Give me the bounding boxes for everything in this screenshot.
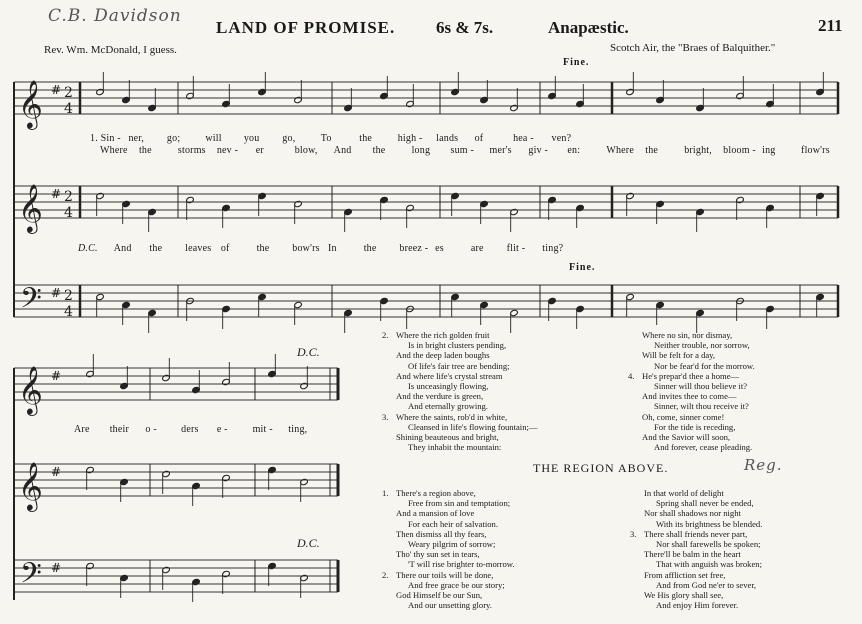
time-sig-bottom: 4 [64,101,73,117]
verse-line [630,590,762,600]
lyric-syllable: mer's [489,145,512,156]
verse-text: With its brightness be blended. [656,518,763,529]
key-signature-sharp: # [51,286,62,300]
verse-text: And the Savior will soon, [642,432,731,443]
verse-line [382,519,515,529]
verse-text: They inhabit the mountain: [408,442,502,453]
lyric-syllable: leaves [185,243,212,254]
lyric-syllable: the [256,243,270,254]
verse-number: 3. [630,528,637,539]
verse-line [382,330,537,340]
lyric-syllable: 1. Sin - [90,133,121,144]
verse-line [382,401,537,411]
lyric-syllable: will [205,133,222,144]
verse-line [382,488,515,498]
verse-line [630,508,762,518]
verse-line [628,361,755,371]
verse-text: Sinner, wilt thou receive it? [654,401,749,412]
verse-text: And the deep laden boughs [396,350,490,361]
verse-text: Is unceasingly flowing, [408,381,489,392]
verse-line [628,401,755,411]
lyric-syllable: you [243,133,260,144]
verse-line [382,432,537,442]
verse-line [630,519,762,529]
time-sig-top: 2 [64,189,73,205]
verse-text: There's a region above, [396,488,476,498]
lyric-syllable: the [645,145,659,156]
verse-text: Shining beauteous and bright, [396,432,499,443]
handwritten-annotation: Reg. [744,456,783,474]
verse-number: 3. [382,411,389,422]
verse-column-2 [628,330,755,452]
page-number: 211 [818,16,843,35]
lyric-syllable: ting? [542,243,564,254]
verse-line [630,600,762,610]
lyric-syllable: Where [606,145,634,156]
lyric-syllable: Where [100,145,128,156]
lyric-syllable: of [474,133,484,144]
lyric-syllable: flow'rs [801,145,830,156]
verse-text: And forever, cease pleading. [654,442,753,453]
lyric-syllable: blow, [294,145,318,156]
key-signature-sharp: # [51,465,62,479]
lyric-syllable: high - [397,133,423,144]
lyric-syllable: of [220,243,230,254]
metric-label: Anapæstic. [548,18,629,37]
hymn-title: LAND OF PROMISE. [216,18,396,37]
verse-text: God Himself be our Sun, [396,590,483,601]
verse-line [382,559,515,569]
key-signature-sharp: # [51,187,62,201]
fine-mark-bass: Fine. [569,262,596,273]
verse-line [382,570,515,580]
lyric-syllable: Are [74,424,90,435]
lyric-syllable: bright, [684,145,712,156]
verse-text: And a mansion of love [396,508,475,519]
verse-text: Where the saints, rob'd in white, [396,411,508,422]
lyric-syllable: ner, [128,133,145,144]
verse-line [382,340,537,350]
lyric-syllable: the [363,243,377,254]
lyric-syllable: bow'rs [292,243,320,254]
verse-line [628,330,755,340]
meter-label: 6s & 7s. [436,18,494,37]
lyric-syllable: the [149,243,163,254]
verse-text: He's prepar'd thee a home— [642,370,740,381]
verse-line [630,529,762,539]
treble-clef: 𝄞 [18,79,43,128]
verse-line [630,539,762,549]
verse-text: Of life's fair tree are bending; [408,360,510,371]
lyric-syllable: their [109,424,130,435]
time-sig-top: 2 [64,85,73,101]
verse-text: That with anguish was broken; [656,559,762,570]
verse-text: And the verdure is green, [396,391,484,402]
verse-text: We His glory shall see, [644,590,724,601]
verse-text: And where life's crystal stream [396,370,503,381]
verse-text: Then dismiss all thy fears, [396,528,487,539]
time-sig-bottom: 4 [64,304,73,320]
verse-text: Weary pilgrim of sorrow; [408,539,496,550]
lyric-syllable: e - [216,424,228,435]
handwritten-signature: C.B. Davidson [48,6,182,26]
lyric-syllable: giv - [528,145,549,156]
verse-text: From affliction set free, [644,569,726,580]
treble-clef: 𝄞 [18,365,43,414]
lyric-syllable: er [255,145,264,156]
verse-text: Neither trouble, nor sorrow, [654,340,750,351]
verse-line [382,361,537,371]
verse-text: There shall friends never part, [644,528,748,539]
lyric-syllable: ven? [551,133,572,144]
verse-line [628,432,755,442]
lyric-syllable: o - [145,424,157,435]
bass-clef: 𝄢 [20,557,42,597]
lyric-syllable: D.C. [78,243,98,254]
verse-line [628,371,755,381]
lyric-syllable: are [470,243,484,254]
dc-mark-bass: D.C. [297,536,320,550]
lyric-syllable: en: [567,145,581,156]
verse-line [628,350,755,360]
verse-line [382,412,537,422]
verse-line [382,580,515,590]
verse-text: Nor be fear'd for the morrow. [654,360,755,371]
lyric-syllable: the [372,145,386,156]
verse-text: And enjoy Him forever. [656,600,739,611]
lyric-syllable: storms [177,145,206,156]
verse-text: Where the rich golden fruit [396,330,490,340]
verse-line [630,559,762,569]
verse-line [382,590,515,600]
verse-line [628,381,755,391]
verse-line [382,498,515,508]
verse-line [382,350,537,360]
verse-text: 'T will rise brighter to-morrow. [408,559,515,570]
lyric-syllable: long [411,145,431,156]
lyric-syllable: mit - [252,424,273,435]
verse-line [382,539,515,549]
treble-clef: 𝄞 [18,183,43,232]
verse-text: Sinner will thou believe it? [654,381,748,392]
bass-clef: 𝄢 [20,282,42,322]
verse-line [628,412,755,422]
verse-column-3 [382,488,515,610]
verse-text: And invites thee to come— [642,391,737,402]
verse-number: 4. [628,370,635,381]
verse-text: And from God ne'er to sever, [656,579,757,590]
verse-line [382,442,537,452]
lyric-syllable: And [333,145,352,156]
lyric-syllable: the [359,133,373,144]
verse-line [628,442,755,452]
lyric-syllable: breez - [399,243,429,254]
lyric-syllable: go; [166,133,181,144]
lyric-syllable: flit - [506,243,526,254]
verse-text: And free grace be our story; [408,579,505,590]
verse-line [630,488,762,498]
verse-text: For each heir of salvation. [408,518,498,529]
verse-text: For the tide is receding, [654,421,736,432]
verse-text: There our toils will be done, [396,569,494,580]
hymn2-title: THE REGION ABOVE. [533,461,669,475]
verse-line [382,381,537,391]
lyric-syllable: go, [282,133,296,144]
verse-line [382,422,537,432]
verse-line [382,600,515,610]
verse-text: There'll be balm in the heart [644,549,741,560]
verse-text: And our unsetting glory. [408,600,492,611]
dc-mark-top: D.C. [297,345,320,359]
verse-line [382,371,537,381]
verse-number: 1. [382,488,389,498]
tune-credit: Scotch Air, the "Braes of Balquither." [610,42,776,54]
lyric-syllable: bloom - [723,145,756,156]
verse-text: Is in bright clusters pending, [408,340,507,351]
verse-text: Cleansed in life's flowing fountain;— [408,421,538,432]
verse-line [630,570,762,580]
lyric-syllable: sum - [450,145,475,156]
lyric-syllable: lands [436,133,459,144]
verse-line [630,549,762,559]
lyric-syllable: the [138,145,152,156]
verse-text: And eternally growing. [408,401,488,412]
verse-line [382,529,515,539]
key-signature-sharp: # [51,561,62,575]
verse-text: Nor shall farewells be spoken; [656,539,761,550]
lyric-syllable: And [113,243,132,254]
lyric-syllable: ders [181,424,199,435]
lyric-syllable: ing [762,145,776,156]
time-sig-top: 2 [64,288,73,304]
verse-number: 2. [382,330,389,340]
author-credit: Rev. Wm. McDonald, I guess. [44,44,177,56]
key-signature-sharp: # [51,83,62,97]
verse-text: Oh, come, sinner come! [642,411,725,422]
verse-text: In that world of delight [644,488,724,498]
key-signature-sharp: # [51,369,62,383]
fine-mark-top: Fine. [563,57,590,68]
verse-line [382,391,537,401]
time-sig-bottom: 4 [64,205,73,221]
verse-text: Will be felt for a day, [642,350,716,361]
treble-clef: 𝄞 [18,461,43,510]
lyric-syllable: nev - [216,145,239,156]
verse-text: Spring shall never be ended, [656,498,754,509]
verse-text: Tho' thy sun set in tears, [396,549,480,560]
verse-text: Free from sin and temptation; [408,498,511,509]
lyric-syllable: hea - [513,133,534,144]
verse-column-4 [630,488,762,610]
verse-text: Where no sin, nor dismay, [642,330,733,340]
verse-line [382,508,515,518]
lyric-syllable: In [328,243,337,254]
lyric-syllable: es [435,243,444,254]
verse-column-1 [382,330,537,452]
verse-number: 2. [382,569,389,580]
verse-line [628,391,755,401]
verse-line [630,580,762,590]
verse-line [628,340,755,350]
lyric-syllable: To [320,133,332,144]
verse-text: Nor shall shadows nor night [644,508,741,519]
lyric-syllable: ting, [288,424,308,435]
verse-line [630,498,762,508]
verse-line [382,549,515,559]
verse-line [628,422,755,432]
